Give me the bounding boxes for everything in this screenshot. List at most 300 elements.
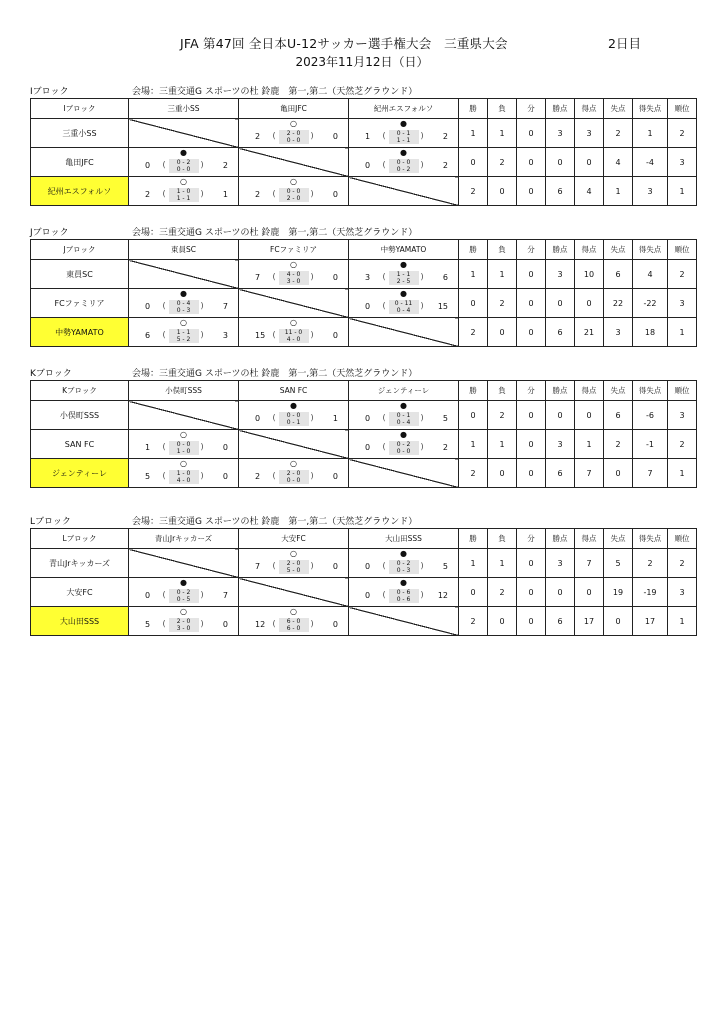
paren-close: ) <box>420 160 424 169</box>
paren-open: ( <box>382 301 386 310</box>
stat-value: 4 <box>604 148 633 177</box>
result-mark: ○ <box>290 177 297 186</box>
result-mark: ○ <box>290 549 297 558</box>
score-for: 0 <box>145 161 151 170</box>
result-mark: ○ <box>290 260 297 269</box>
paren-open: ( <box>162 442 166 451</box>
block-2 <box>30 366 696 488</box>
score-against: 0 <box>332 562 338 571</box>
paren-open: ( <box>272 272 276 281</box>
score-against: 3 <box>222 331 228 340</box>
score-against: 5 <box>442 562 448 571</box>
stat-value: 1 <box>459 119 488 148</box>
half-scores <box>389 130 419 144</box>
result-mark: ● <box>400 549 407 558</box>
stat-value: 4 <box>633 260 668 289</box>
stat-header: 負 <box>488 99 517 119</box>
stat-value: 0 <box>546 401 575 430</box>
match-cell <box>349 119 459 148</box>
opponent-header: 東員SC <box>129 240 239 260</box>
first-half-score: 0 - 1 <box>396 412 411 419</box>
half-scores <box>389 300 419 314</box>
score-against: 0 <box>222 620 228 629</box>
first-half-score: 0 - 2 <box>176 159 191 166</box>
half-scores <box>169 300 199 314</box>
first-half-score: 0 - 0 <box>286 412 301 419</box>
block-heading <box>30 366 696 380</box>
result-mark: ○ <box>180 430 187 439</box>
result-mark: ● <box>400 578 407 587</box>
paren-close: ) <box>310 471 314 480</box>
half-scores <box>389 271 419 285</box>
score-against: 2 <box>442 443 448 452</box>
paren-open: ( <box>162 471 166 480</box>
stat-header: 失点 <box>604 381 633 401</box>
result-mark: ○ <box>290 607 297 616</box>
self-match-cell <box>239 148 349 177</box>
score-for: 2 <box>255 132 261 141</box>
second-half-score: 6 - 0 <box>286 625 301 632</box>
match-cell <box>239 318 349 347</box>
paren-close: ) <box>310 413 314 422</box>
half-scores <box>169 618 199 632</box>
half-scores <box>169 329 199 343</box>
score-for: 0 <box>145 302 151 311</box>
stat-value: 7 <box>575 549 604 578</box>
match-cell <box>349 260 459 289</box>
stat-header: 得点 <box>575 529 604 549</box>
stat-value: 2 <box>668 119 697 148</box>
second-half-score: 0 - 0 <box>176 166 191 173</box>
score-against: 12 <box>437 591 448 600</box>
stat-header: 分 <box>517 240 546 260</box>
match-cell <box>239 119 349 148</box>
block-name: Iブロック <box>30 87 69 97</box>
paren-open: ( <box>162 619 166 628</box>
stat-header: 得失点 <box>633 240 668 260</box>
stat-value: 1 <box>575 430 604 459</box>
first-half-score: 2 - 0 <box>286 560 301 567</box>
stat-value: 2 <box>459 459 488 488</box>
block-venue: 会場：三重交通G スポーツの杜 鈴鹿 第一,第二（天然芝グラウンド） <box>132 87 418 97</box>
stat-value: 2 <box>488 148 517 177</box>
team-name: ジェンティーレ <box>31 459 129 488</box>
stat-value: 3 <box>546 549 575 578</box>
first-half-score: 0 - 2 <box>176 589 191 596</box>
result-mark: ○ <box>180 177 187 186</box>
stat-value: 3 <box>604 318 633 347</box>
stat-value: 0 <box>546 578 575 607</box>
table-row <box>31 549 697 578</box>
block-name: Jブロック <box>30 228 69 238</box>
table-row <box>31 119 697 148</box>
match-cell <box>129 607 239 636</box>
table-row <box>31 148 697 177</box>
first-half-score: 0 - 1 <box>396 130 411 137</box>
self-match-cell <box>129 260 239 289</box>
half-scores <box>279 130 309 144</box>
stat-value: 3 <box>546 260 575 289</box>
half-scores <box>389 412 419 426</box>
second-half-score: 0 - 4 <box>396 307 411 314</box>
stat-header: 負 <box>488 381 517 401</box>
self-match-cell <box>349 177 459 206</box>
stat-value: 1 <box>668 459 697 488</box>
second-half-score: 0 - 0 <box>286 137 301 144</box>
paren-close: ) <box>200 189 204 198</box>
score-for: 15 <box>255 331 266 340</box>
team-name: FCファミリア <box>31 289 129 318</box>
paren-open: ( <box>382 272 386 281</box>
half-scores <box>279 329 309 343</box>
score-against: 0 <box>332 472 338 481</box>
stat-value: 3 <box>668 578 697 607</box>
block-3 <box>30 514 696 636</box>
half-scores <box>279 470 309 484</box>
stat-value: 2 <box>488 289 517 318</box>
stat-value: 6 <box>546 607 575 636</box>
score-for: 0 <box>365 591 371 600</box>
result-mark: ● <box>400 260 407 269</box>
stat-header: 順位 <box>668 99 697 119</box>
table-row <box>31 289 697 318</box>
match-cell <box>349 289 459 318</box>
half-scores <box>169 159 199 173</box>
stat-value: 2 <box>488 578 517 607</box>
result-mark: ● <box>180 578 187 587</box>
stat-value: 0 <box>517 401 546 430</box>
stat-value: 3 <box>668 401 697 430</box>
paren-close: ) <box>310 330 314 339</box>
team-name: 亀田JFC <box>31 148 129 177</box>
stat-header: 分 <box>517 381 546 401</box>
paren-close: ) <box>420 301 424 310</box>
score-against: 2 <box>442 132 448 141</box>
paren-open: ( <box>382 442 386 451</box>
score-for: 1 <box>365 132 371 141</box>
second-half-score: 2 - 0 <box>286 195 301 202</box>
stat-value: 2 <box>459 318 488 347</box>
self-match-cell <box>239 289 349 318</box>
opponent-header: 大山田SSS <box>349 529 459 549</box>
first-half-score: 0 - 2 <box>396 441 411 448</box>
self-match-cell <box>129 401 239 430</box>
stat-value: 1 <box>488 430 517 459</box>
team-name: 三重小SS <box>31 119 129 148</box>
result-mark: ○ <box>290 459 297 468</box>
stat-value: 0 <box>459 578 488 607</box>
stat-header: 分 <box>517 529 546 549</box>
first-half-score: 0 - 0 <box>286 188 301 195</box>
paren-close: ) <box>200 442 204 451</box>
stat-header: 失点 <box>604 99 633 119</box>
stat-value: 0 <box>517 148 546 177</box>
table-header-row <box>31 529 697 549</box>
half-scores <box>389 589 419 603</box>
block-heading <box>30 514 696 528</box>
half-scores <box>389 560 419 574</box>
score-for: 0 <box>365 443 371 452</box>
stat-value: 2 <box>668 549 697 578</box>
second-half-score: 0 - 3 <box>176 307 191 314</box>
self-match-cell <box>349 607 459 636</box>
score-against: 1 <box>332 414 338 423</box>
stat-value: 5 <box>604 549 633 578</box>
second-half-score: 1 - 1 <box>176 195 191 202</box>
second-half-score: 0 - 0 <box>286 477 301 484</box>
team-name: 紀州エスフォルソ <box>31 177 129 206</box>
half-scores <box>169 188 199 202</box>
stat-value: 0 <box>459 401 488 430</box>
first-half-score: 1 - 1 <box>396 271 411 278</box>
block-label-cell: Jブロック <box>31 240 129 260</box>
paren-open: ( <box>272 131 276 140</box>
self-match-cell <box>239 430 349 459</box>
stat-value: 6 <box>604 401 633 430</box>
score-against: 6 <box>442 273 448 282</box>
team-name: 大山田SSS <box>31 607 129 636</box>
document-title <box>0 34 724 52</box>
self-match-cell <box>239 578 349 607</box>
score-against: 0 <box>332 273 338 282</box>
paren-close: ) <box>420 413 424 422</box>
opponent-header: ジェンティーレ <box>349 381 459 401</box>
result-mark: ○ <box>180 459 187 468</box>
second-half-score: 3 - 0 <box>176 625 191 632</box>
result-mark: ○ <box>290 119 297 128</box>
score-for: 6 <box>145 331 151 340</box>
first-half-score: 11 - 0 <box>284 329 303 336</box>
result-mark: ● <box>400 430 407 439</box>
match-cell <box>239 260 349 289</box>
stat-value: 1 <box>633 119 668 148</box>
self-match-cell <box>129 119 239 148</box>
match-cell <box>239 607 349 636</box>
result-mark: ● <box>180 148 187 157</box>
paren-close: ) <box>420 590 424 599</box>
paren-open: ( <box>382 160 386 169</box>
stat-header: 得失点 <box>633 99 668 119</box>
stat-value: 0 <box>517 549 546 578</box>
paren-open: ( <box>272 471 276 480</box>
stat-value: 0 <box>517 260 546 289</box>
match-cell <box>239 459 349 488</box>
score-against: 5 <box>442 414 448 423</box>
match-cell <box>349 430 459 459</box>
stat-header: 勝点 <box>546 99 575 119</box>
table-header-row <box>31 240 697 260</box>
opponent-header: 大安FC <box>239 529 349 549</box>
score-for: 5 <box>145 472 151 481</box>
results-table <box>30 380 697 488</box>
table-row <box>31 459 697 488</box>
first-half-score: 0 - 0 <box>396 159 411 166</box>
opponent-header: 紀州エスフォルソ <box>349 99 459 119</box>
paren-close: ) <box>200 590 204 599</box>
paren-open: ( <box>162 590 166 599</box>
half-scores <box>279 560 309 574</box>
score-against: 7 <box>222 302 228 311</box>
score-against: 0 <box>332 132 338 141</box>
stat-value: 21 <box>575 318 604 347</box>
stat-header: 勝点 <box>546 240 575 260</box>
stat-value: -22 <box>633 289 668 318</box>
block-name: Kブロック <box>30 369 72 379</box>
stat-value: 6 <box>546 459 575 488</box>
result-mark: ● <box>400 119 407 128</box>
result-mark: ● <box>400 401 407 410</box>
match-cell <box>129 578 239 607</box>
table-header-row <box>31 381 697 401</box>
paren-open: ( <box>382 131 386 140</box>
stat-value: 1 <box>459 430 488 459</box>
match-cell <box>349 549 459 578</box>
stat-value: 0 <box>604 607 633 636</box>
match-cell <box>129 148 239 177</box>
block-1 <box>30 225 696 347</box>
stat-value: 3 <box>633 177 668 206</box>
block-venue: 会場：三重交通G スポーツの杜 鈴鹿 第一,第二（天然芝グラウンド） <box>132 228 418 238</box>
self-match-cell <box>349 459 459 488</box>
first-half-score: 1 - 0 <box>176 188 191 195</box>
stat-header: 勝点 <box>546 381 575 401</box>
half-scores <box>389 159 419 173</box>
stat-value: 0 <box>488 607 517 636</box>
first-half-score: 4 - 0 <box>286 271 301 278</box>
tournament-title: JFA 第47回 全日本U-12サッカー選手権大会 三重県大会 <box>180 36 508 51</box>
stat-header: 勝 <box>459 99 488 119</box>
first-half-score: 2 - 0 <box>286 130 301 137</box>
score-against: 2 <box>222 161 228 170</box>
stat-value: 6 <box>546 318 575 347</box>
paren-close: ) <box>420 561 424 570</box>
stat-header: 勝 <box>459 240 488 260</box>
stat-value: 22 <box>604 289 633 318</box>
block-label-cell: Iブロック <box>31 99 129 119</box>
self-match-cell <box>129 549 239 578</box>
stat-value: 0 <box>575 289 604 318</box>
opponent-header: FCファミリア <box>239 240 349 260</box>
stat-header: 得失点 <box>633 529 668 549</box>
stat-value: 0 <box>517 318 546 347</box>
match-cell <box>129 289 239 318</box>
paren-open: ( <box>382 413 386 422</box>
match-cell <box>349 401 459 430</box>
half-scores <box>279 271 309 285</box>
stat-header: 失点 <box>604 240 633 260</box>
stat-value: 1 <box>459 260 488 289</box>
stat-value: 7 <box>633 459 668 488</box>
stat-value: 2 <box>604 430 633 459</box>
table-row <box>31 607 697 636</box>
paren-close: ) <box>200 160 204 169</box>
second-half-score: 1 - 1 <box>396 137 411 144</box>
first-half-score: 1 - 1 <box>176 329 191 336</box>
opponent-header: 青山Jrキッカーズ <box>129 529 239 549</box>
stat-value: 0 <box>546 148 575 177</box>
stat-value: 0 <box>517 430 546 459</box>
stat-value: 2 <box>459 607 488 636</box>
second-half-score: 5 - 2 <box>176 336 191 343</box>
stat-value: 1 <box>668 607 697 636</box>
stat-value: 0 <box>459 289 488 318</box>
match-cell <box>129 318 239 347</box>
paren-close: ) <box>310 619 314 628</box>
half-scores <box>279 188 309 202</box>
first-half-score: 6 - 0 <box>286 618 301 625</box>
match-cell <box>129 177 239 206</box>
score-for: 7 <box>255 562 261 571</box>
score-against: 0 <box>222 472 228 481</box>
paren-open: ( <box>382 590 386 599</box>
block-label-cell: Kブロック <box>31 381 129 401</box>
score-for: 2 <box>145 190 151 199</box>
stat-value: 0 <box>575 578 604 607</box>
first-half-score: 0 - 4 <box>176 300 191 307</box>
paren-open: ( <box>272 330 276 339</box>
stat-value: 0 <box>517 289 546 318</box>
stat-value: 0 <box>517 119 546 148</box>
opponent-header: 亀田JFC <box>239 99 349 119</box>
team-name: 東員SC <box>31 260 129 289</box>
first-half-score: 0 - 11 <box>394 300 413 307</box>
match-cell <box>349 578 459 607</box>
second-half-score: 3 - 0 <box>286 278 301 285</box>
stat-value: 3 <box>546 119 575 148</box>
stat-value: 1 <box>488 260 517 289</box>
stat-value: 0 <box>575 401 604 430</box>
self-match-cell <box>349 318 459 347</box>
score-for: 0 <box>255 414 261 423</box>
paren-open: ( <box>162 189 166 198</box>
paren-close: ) <box>420 442 424 451</box>
second-half-score: 5 - 0 <box>286 567 301 574</box>
stat-value: 3 <box>546 430 575 459</box>
paren-close: ) <box>200 619 204 628</box>
team-name: 中勢YAMATO <box>31 318 129 347</box>
table-row <box>31 318 697 347</box>
stat-value: 0 <box>488 177 517 206</box>
stat-value: 0 <box>517 578 546 607</box>
results-table <box>30 528 697 636</box>
half-scores <box>169 441 199 455</box>
score-against: 7 <box>222 591 228 600</box>
half-scores <box>389 441 419 455</box>
stat-value: 3 <box>668 148 697 177</box>
first-half-score: 2 - 0 <box>176 618 191 625</box>
match-cell <box>239 177 349 206</box>
result-mark: ● <box>400 148 407 157</box>
result-mark: ● <box>290 401 297 410</box>
stat-header: 負 <box>488 529 517 549</box>
paren-close: ) <box>420 131 424 140</box>
score-against: 2 <box>442 161 448 170</box>
first-half-score: 0 - 2 <box>396 560 411 567</box>
stat-value: 17 <box>575 607 604 636</box>
score-against: 0 <box>332 190 338 199</box>
team-name: 小俣町SSS <box>31 401 129 430</box>
stat-value: -19 <box>633 578 668 607</box>
table-row <box>31 177 697 206</box>
block-heading <box>30 84 696 98</box>
stat-value: 0 <box>488 318 517 347</box>
stat-value: 0 <box>517 177 546 206</box>
paren-close: ) <box>200 471 204 480</box>
table-header-row <box>31 99 697 119</box>
first-half-score: 1 - 0 <box>176 470 191 477</box>
opponent-header: 中勢YAMATO <box>349 240 459 260</box>
score-for: 2 <box>255 472 261 481</box>
